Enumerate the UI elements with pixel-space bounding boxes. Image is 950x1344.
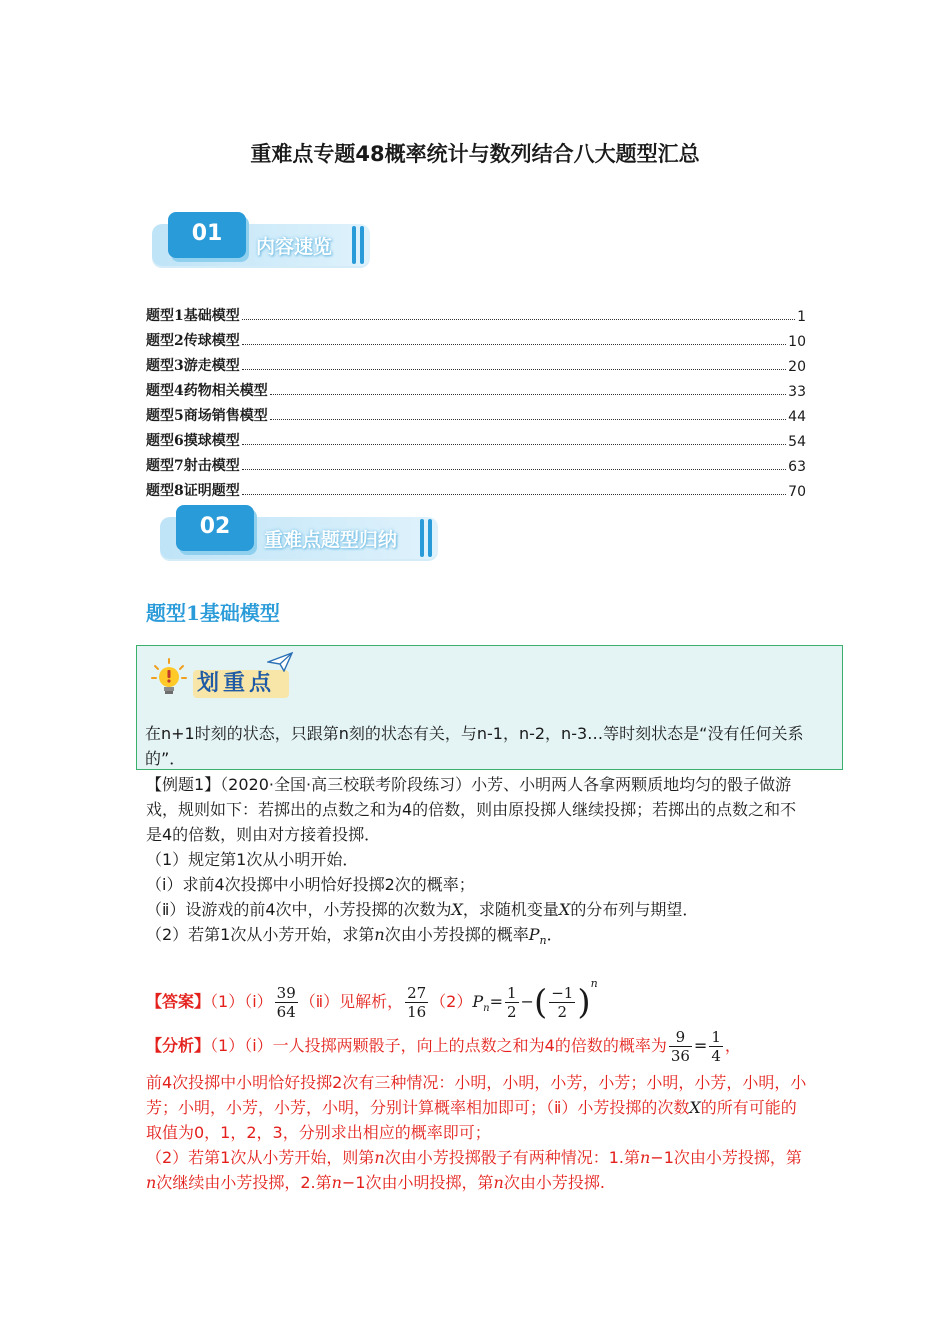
toc-item[interactable]: 题型4药物相关模型 33 (146, 383, 806, 400)
section-banner-summary (160, 505, 438, 559)
page-title: 重难点专题48概率统计与数列结合八大题型汇总 (250, 142, 700, 166)
keypoint-box (136, 645, 843, 770)
table-of-contents (146, 300, 806, 500)
analysis-line-1: 【分析】（1）（ⅰ）一人投掷两颗骰子，向上的点数之和为4的倍数的概率为 $\frac{9}{36}$ = $\frac{1}{4}$ ， (146, 1028, 741, 1065)
example-question (146, 772, 811, 953)
toc-item[interactable]: 题型6摸球模型 54 (146, 433, 806, 450)
question-1: （1）规定第1次从小明开始． (146, 850, 359, 869)
keypoint-title: 划重点 (197, 671, 276, 696)
keypoint-text: 在n+1时刻的状态，只跟第n刻的状态有关，与n-1，n-2，n-3…等时刻状态是“没有任何关系的”． (145, 724, 804, 768)
example-intro: 【例题1】（2020·全国·高三校联考阶段练习）小芳、小明两人各拿两颗质地均匀的骰子做游戏，规则如下：若掷出的点数之和为4的倍数，则由原投掷人继续投掷；若掷出的点数之和不是4的倍数，则由对方接着投掷． (146, 775, 797, 844)
fraction: $\frac{27}{16}$ (407, 984, 427, 1021)
toc-item[interactable]: 题型7射击模型 63 (146, 458, 806, 475)
analysis-label: 【分析】 (146, 1036, 211, 1055)
toc-item[interactable]: 题型5商场销售模型 44 (146, 408, 806, 425)
toc-item[interactable]: 题型3游走模型 20 (146, 358, 806, 375)
section-number: 02 (176, 505, 254, 551)
topic-heading: 题型1基础模型 (146, 601, 280, 625)
toc-item[interactable]: 题型1基础模型 1 (146, 308, 806, 325)
section-banner-overview (152, 212, 370, 266)
section-number: 01 (168, 212, 246, 258)
question-1-i: （ⅰ）求前4次投掷中小明恰好投掷2次的概率； (146, 875, 475, 894)
analysis-line-2: 前4次投掷中小明恰好投掷2次有三种情况：小明，小明，小芳，小芳；小明，小芳，小明，小芳；小明，小芳，小芳，小明，分别计算概率相加即可；（ⅱ）小芳投掷的次数X的所有可能的取值为0，1，2，3，分别求出相应的概率即可； (146, 1073, 807, 1142)
fraction: $\frac{39}{64}$ (276, 984, 296, 1021)
question-2: （2）若第1次从小芳开始，求第n次由小芳投掷的概率$P_n$． (146, 925, 563, 948)
section-label: 内容速览 (256, 236, 333, 258)
keypoint-header (147, 652, 287, 704)
toc-item[interactable]: 题型2传球模型 10 (146, 333, 806, 350)
toc-item[interactable]: 题型8证明题型 70 (146, 483, 806, 500)
paper-plane-icon (267, 652, 293, 672)
lightbulb-icon (151, 658, 187, 698)
analysis-line-3: （2）若第1次从小芳开始，则第n次由小芳投掷骰子有两种情况：1.第n−1次由小芳投掷，第n次继续由小芳投掷，2.第n−1次由小明投掷，第n次由小芳投掷. (146, 1148, 802, 1192)
question-1-ii: （ⅱ）设游戏的前4次中，小芳投掷的次数为X，求随机变量X的分布列与期望． (146, 900, 699, 919)
answer-line: 【答案】（1）（ⅰ） $\frac{39}{64}$ （ⅱ）见解析， $\frac{27}{16}$ $(2)P_n=$ $\frac{1}{2}$ −( $\frac{-1}{2}$ )$^n$ (146, 977, 598, 1023)
analysis (146, 1022, 811, 1195)
section-label: 重难点题型归纳 (264, 529, 398, 551)
answer-label: 【答案】 (146, 992, 211, 1011)
